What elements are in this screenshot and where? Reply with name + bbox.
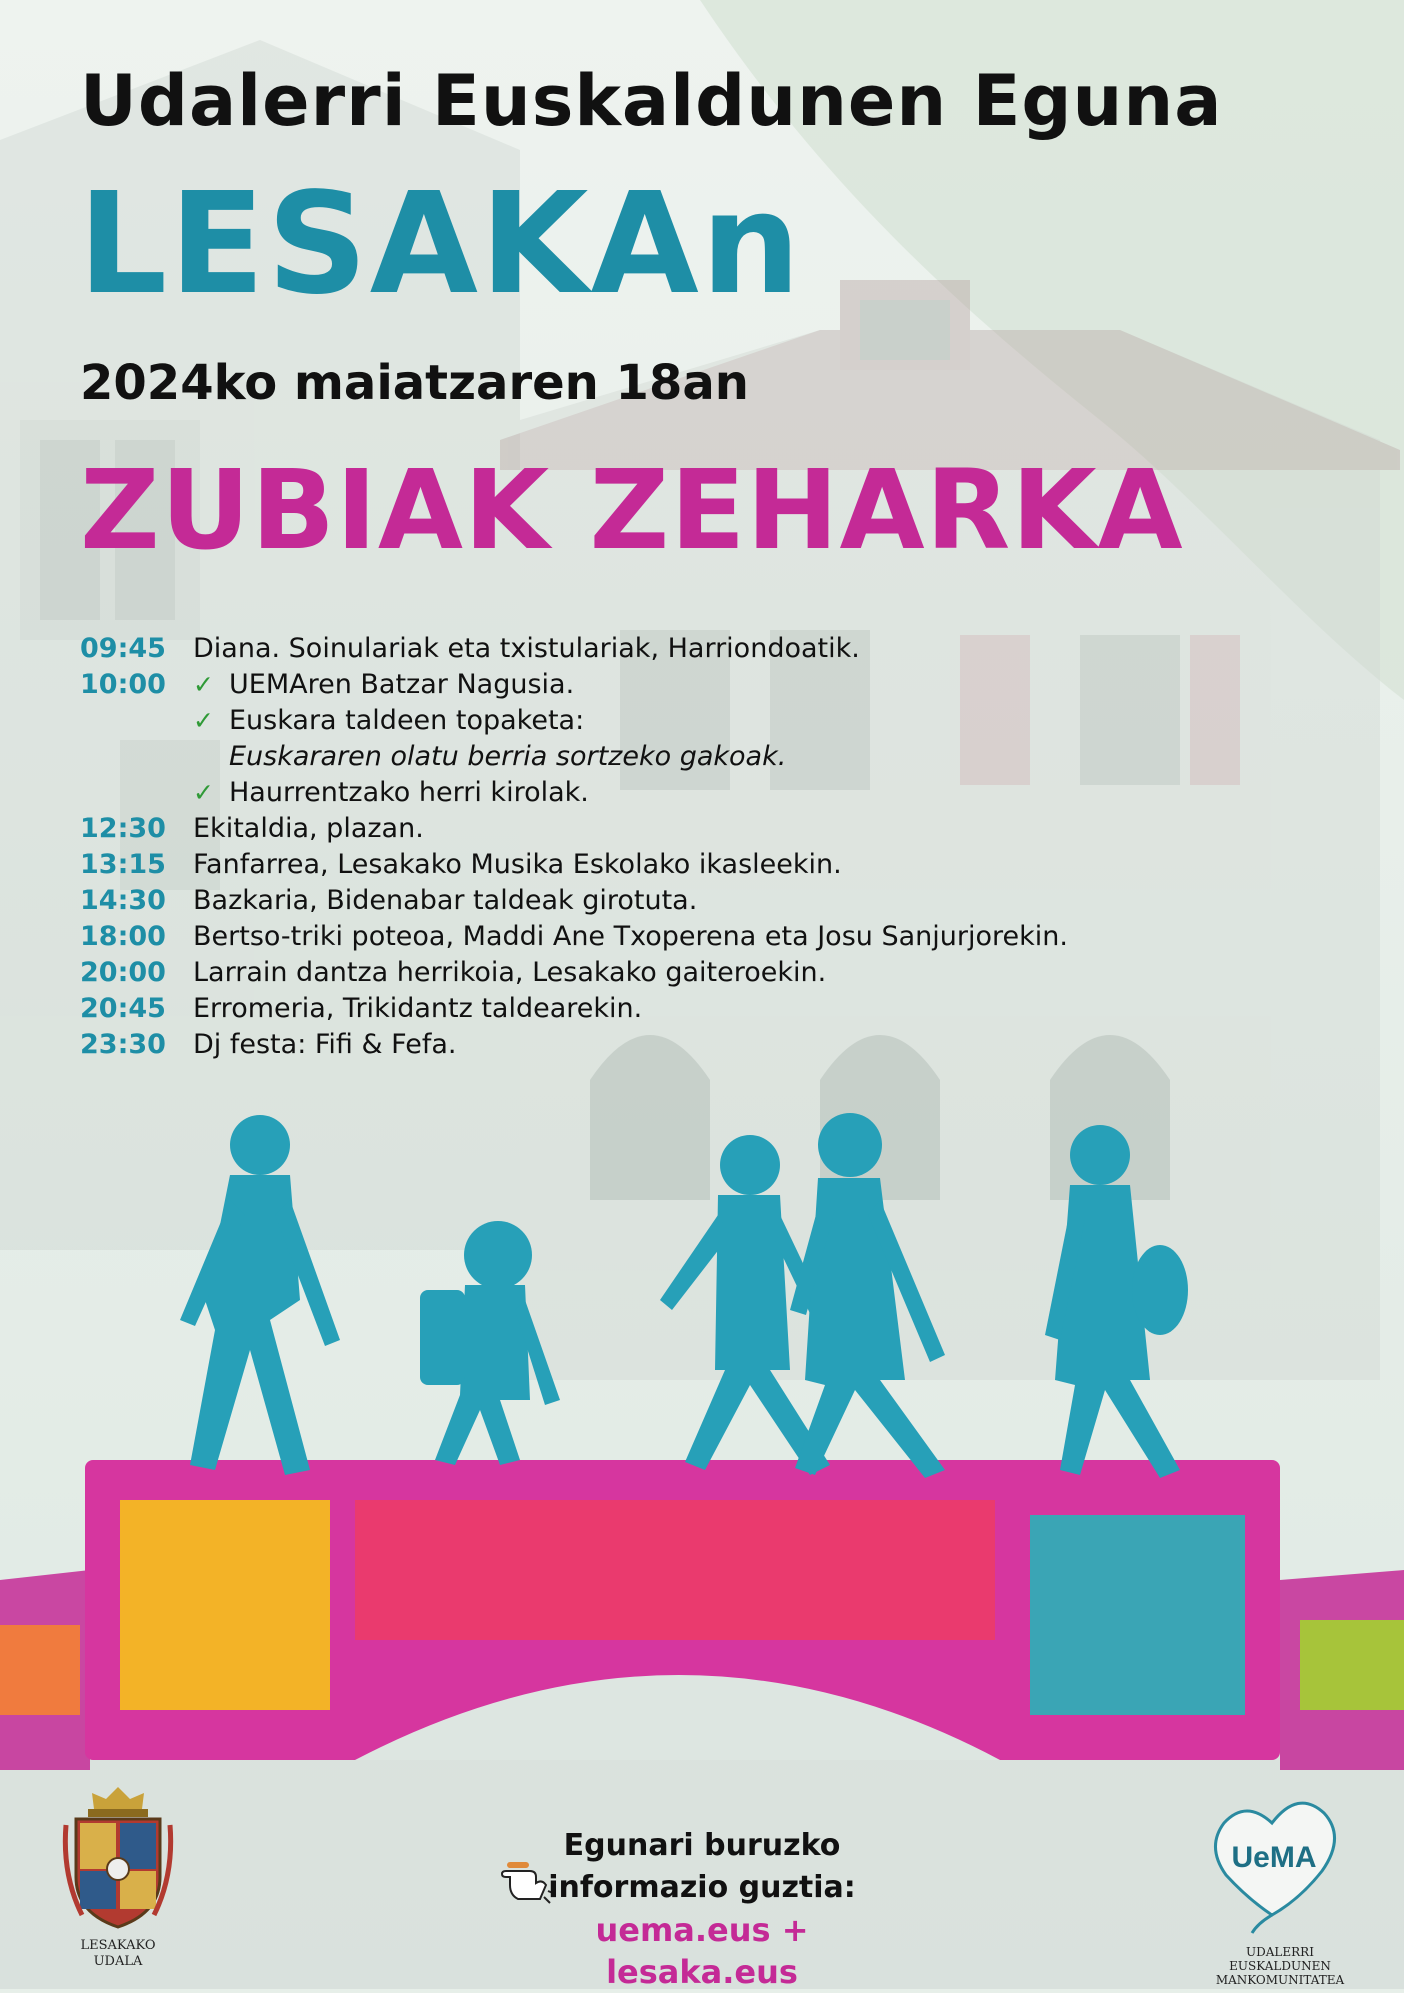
check-icon: ✓: [193, 706, 214, 735]
event-date: 2024ko maiatzaren 18an: [80, 355, 749, 411]
schedule-row: [80, 957, 1280, 993]
schedule-row: [80, 705, 1280, 741]
schedule-row: [80, 777, 1280, 813]
uema-label: UDALERRI EUSKALDUNEN MANKOMUNITATEA: [1215, 1945, 1345, 1987]
event-title: Udalerri Euskaldunen Eguna: [80, 60, 1223, 142]
schedule-text: Larrain dantza herrikoia, Lesakako gaiteroekin.: [193, 957, 827, 988]
schedule-time: 23:30: [80, 1029, 166, 1060]
schedule-text: Fanfarrea, Lesakako Musika Eskolako ikasleekin.: [193, 849, 842, 880]
schedule-text: UEMAren Batzar Nagusia.: [229, 669, 575, 700]
check-icon: ✓: [193, 778, 214, 807]
schedule-text: Ekitaldia, plazan.: [193, 813, 424, 844]
schedule-list: [80, 633, 1280, 1065]
lesaka-udala-label: LESAKAKO UDALA: [80, 1938, 156, 1969]
schedule-text: Erromeria, Trikidantz taldearekin.: [193, 993, 643, 1024]
schedule-text: Bertso-triki poteoa, Maddi Ane Txoperena eta Josu Sanjurjorekin.: [193, 921, 1068, 952]
schedule-time: 13:15: [80, 849, 166, 880]
schedule-row: [80, 633, 1280, 669]
uema-logo-text: UeMA: [1231, 1841, 1317, 1874]
schedule-time: 20:45: [80, 993, 166, 1024]
location-title: LESAKAn: [78, 163, 803, 326]
schedule-time: 20:00: [80, 957, 166, 988]
info-line-1: Egunari buruzko: [563, 1828, 841, 1863]
schedule-time: 14:30: [80, 885, 166, 916]
schedule-subtitle: Euskararen olatu berria sortzeko gakoak.: [229, 741, 787, 772]
schedule-row: [80, 885, 1280, 921]
coat-of-arms-logo: [62, 1785, 174, 1935]
schedule-time: 12:30: [80, 813, 166, 844]
schedule-row: [80, 813, 1280, 849]
info-block: [502, 1825, 902, 1993]
schedule-row: [80, 741, 1280, 777]
schedule-row: [80, 993, 1280, 1029]
schedule-row: [80, 1029, 1280, 1065]
check-icon: ✓: [193, 670, 214, 699]
event-theme: ZUBIAK ZEHARKA: [80, 446, 1184, 574]
info-line-2: informazio guztia:: [548, 1870, 856, 1905]
schedule-row: [80, 921, 1280, 957]
schedule-time: 10:00: [80, 669, 166, 700]
schedule-time: 09:45: [80, 633, 166, 664]
schedule-time: 18:00: [80, 921, 166, 952]
uema-logo: [1208, 1795, 1338, 1935]
schedule-text: Euskara taldeen topaketa:: [229, 705, 585, 736]
info-links[interactable]: uema.eus + lesaka.eus: [595, 1911, 809, 1991]
schedule-text: Bazkaria, Bidenabar taldeak girotuta.: [193, 885, 698, 916]
schedule-row: [80, 669, 1280, 705]
schedule-text: Diana. Soinulariak eta txistulariak, Harriondoatik.: [193, 633, 860, 664]
bridge-illustration: [0, 1460, 1404, 1770]
schedule-row: [80, 849, 1280, 885]
schedule-text: Haurrentzako herri kirolak.: [229, 777, 589, 808]
schedule-text: Dj festa: Fifi & Fefa.: [193, 1029, 457, 1060]
